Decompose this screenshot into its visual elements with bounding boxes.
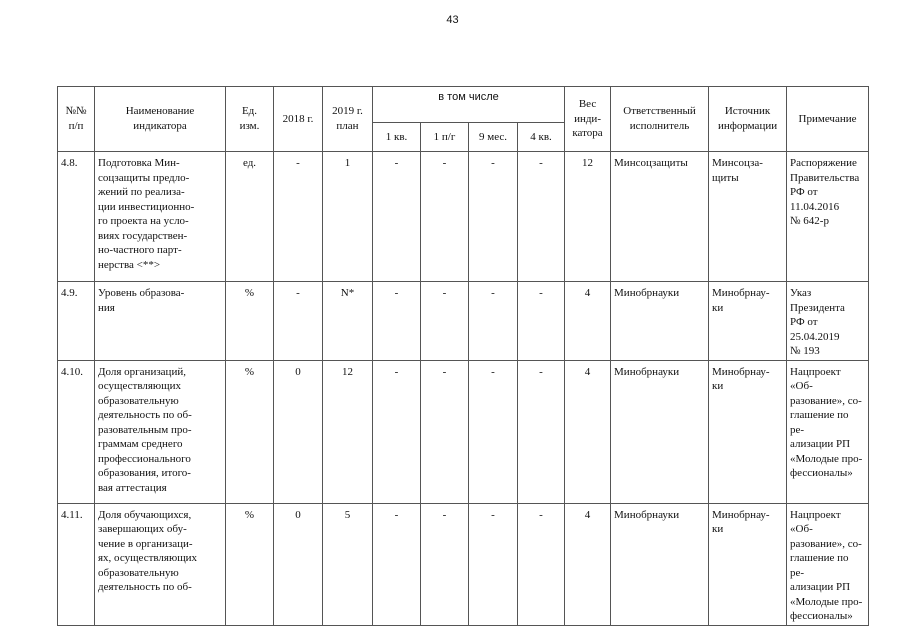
row-source: Минобрнау- ки <box>709 360 787 503</box>
row-h1: - <box>421 360 469 503</box>
row-2018: 0 <box>274 503 323 625</box>
row-unit: % <box>226 503 274 625</box>
row-executor: Минсоцзащиты <box>611 152 709 282</box>
header-weight: Вес инди- катора <box>565 87 611 152</box>
row-indicator-name: Доля организаций, осуществляющих образовательную деятельность по об- разовательным про- граммам среднего профессионального образования, итого- вая аттестация <box>95 360 226 503</box>
row-executor: Минобрнауки <box>611 282 709 361</box>
header-h1: 1 п/г <box>421 123 469 152</box>
row-unit: % <box>226 282 274 361</box>
row-9m: - <box>469 503 518 625</box>
row-2019-plan: N* <box>323 282 373 361</box>
row-q1: - <box>373 360 421 503</box>
row-h1: - <box>421 152 469 282</box>
row-note: Указ Президента РФ от 25.04.2019 № 193 <box>787 282 869 361</box>
header-executor: Ответственный исполнитель <box>611 87 709 152</box>
row-num: 4.8. <box>58 152 95 282</box>
row-note: Нацпроект «Об- разование», со- глашение по ре- ализации РП «Молодые про- фессионалы» <box>787 360 869 503</box>
table-header <box>58 87 869 152</box>
header-including: в том числе <box>373 87 565 123</box>
row-source: Минобрнау- ки <box>709 503 787 625</box>
row-indicator-name: Уровень образова- ния <box>95 282 226 361</box>
row-executor: Минобрнауки <box>611 503 709 625</box>
row-q1: - <box>373 282 421 361</box>
page-number: 43 <box>446 14 459 26</box>
row-unit: % <box>226 360 274 503</box>
indicators-table <box>57 86 869 626</box>
table-row <box>58 282 869 361</box>
header-2019-plan: 2019 г. план <box>323 87 373 152</box>
row-2019-plan: 1 <box>323 152 373 282</box>
row-q4: - <box>518 152 565 282</box>
row-indicator-name: Подготовка Мин- соцзащиты предло- жений по реализа- ции инвестиционно- го проекта на усло- виях государствен- но-частного парт- нерства <**> <box>95 152 226 282</box>
header-q4: 4 кв. <box>518 123 565 152</box>
header-note: Примечание <box>787 87 869 152</box>
row-q1: - <box>373 503 421 625</box>
header-unit: Ед. изм. <box>226 87 274 152</box>
table-row <box>58 360 869 503</box>
row-9m: - <box>469 152 518 282</box>
row-9m: - <box>469 282 518 361</box>
table-row <box>58 503 869 625</box>
row-num: 4.11. <box>58 503 95 625</box>
row-indicator-name: Доля обучающихся, завершающих обу- чение в организаци- ях, осуществляющих образовательную деятельность по об- <box>95 503 226 625</box>
row-note: Нацпроект «Об- разование», со- глашение по ре- ализации РП «Молодые про- фессионалы» <box>787 503 869 625</box>
row-h1: - <box>421 503 469 625</box>
row-source: Минсоцза- щиты <box>709 152 787 282</box>
row-q4: - <box>518 503 565 625</box>
header-name: Наименование индикатора <box>95 87 226 152</box>
row-weight: 4 <box>565 360 611 503</box>
row-weight: 4 <box>565 282 611 361</box>
row-q4: - <box>518 360 565 503</box>
table-row <box>58 152 869 282</box>
row-note: Распоряжение Правительства РФ от 11.04.2016 № 642-р <box>787 152 869 282</box>
row-h1: - <box>421 282 469 361</box>
row-num: 4.10. <box>58 360 95 503</box>
row-9m: - <box>469 360 518 503</box>
row-weight: 4 <box>565 503 611 625</box>
row-q4: - <box>518 282 565 361</box>
row-2018: 0 <box>274 360 323 503</box>
row-2018: - <box>274 152 323 282</box>
row-executor: Минобрнауки <box>611 360 709 503</box>
header-num: №№ п/п <box>58 87 95 152</box>
header-2018: 2018 г. <box>274 87 323 152</box>
row-2019-plan: 12 <box>323 360 373 503</box>
row-2018: - <box>274 282 323 361</box>
header-q1: 1 кв. <box>373 123 421 152</box>
header-9m: 9 мес. <box>469 123 518 152</box>
row-source: Минобрнау- ки <box>709 282 787 361</box>
row-num: 4.9. <box>58 282 95 361</box>
header-source: Источник информации <box>709 87 787 152</box>
row-q1: - <box>373 152 421 282</box>
row-2019-plan: 5 <box>323 503 373 625</box>
row-unit: ед. <box>226 152 274 282</box>
row-weight: 12 <box>565 152 611 282</box>
